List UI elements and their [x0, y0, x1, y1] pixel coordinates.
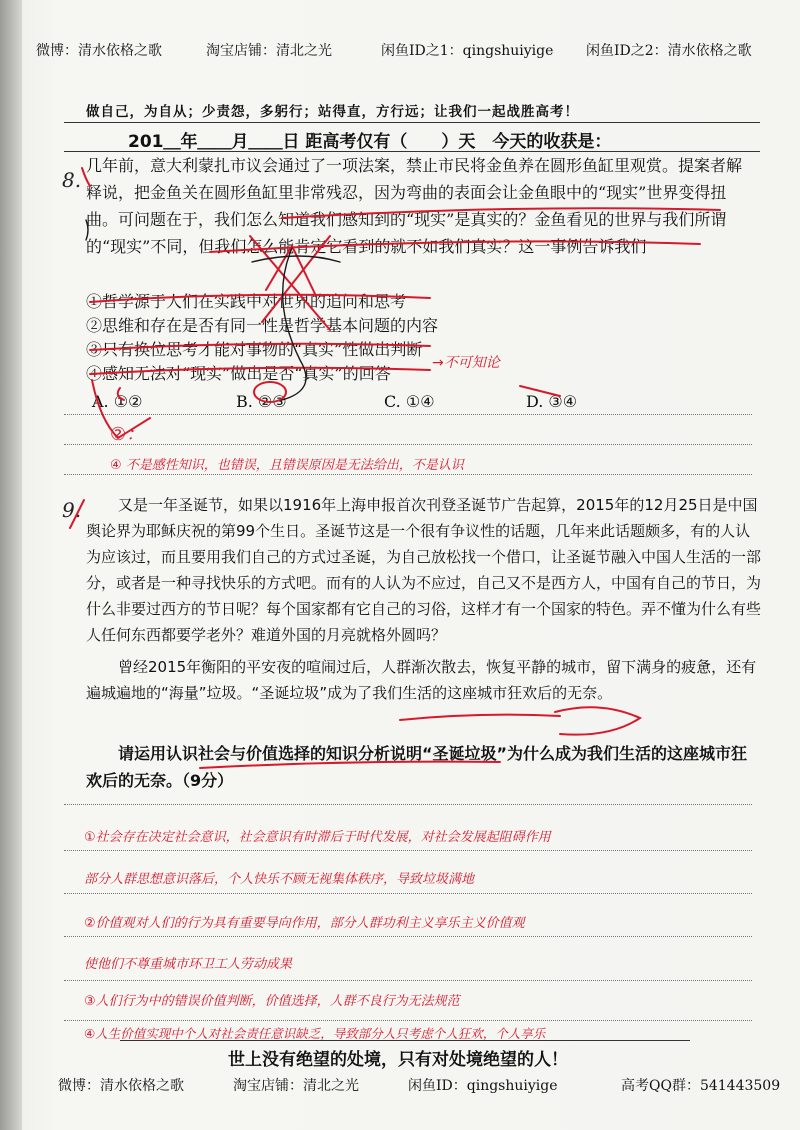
q8-number: 8. — [62, 168, 82, 192]
red-underline — [90, 295, 430, 302]
q8-option-1: ①哲学源于人们在实践中对世界的追问和思考 — [86, 292, 407, 311]
q8-choice-d: D. ③④ — [526, 392, 578, 411]
q8-choice-b: B. ②③ — [236, 392, 287, 411]
red-tick — [82, 168, 90, 186]
answer-4: ④人生价值实现中个人对社会责任意识缺乏，导致部分人只考虑个人狂欢，个人享乐 — [84, 1026, 546, 1041]
footer-motto: 世上没有绝望的处境，只有对处境绝望的人！ — [228, 1050, 568, 1070]
answer-2b: 使他们不尊重城市环卫工人劳动成果 — [84, 957, 293, 972]
red-underline — [282, 208, 720, 218]
header-taobao: 淘宝店铺：清北之光 — [206, 43, 332, 59]
q9-number: 9. — [62, 498, 82, 522]
answer-3: ③人们行为中的错误价值判断，价值选择，人群不良行为无法规范 — [84, 994, 460, 1009]
red-underline — [90, 344, 430, 350]
red-check — [92, 380, 150, 438]
q9-paragraph-2: 曾经2015年衡阳的平安夜的喧闹过后，人群渐次散去，恢复平静的城市，留下满身的疲惫，还有遍城遍地的“海量”垃圾。“圣诞垃圾”成为了我们生活的这座城市狂欢后的无奈。 — [86, 658, 757, 702]
footer-xianyu: 闲鱼ID：qingshuiyige — [408, 1078, 558, 1094]
red-circle — [118, 388, 124, 400]
q8-handwritten-note1: ②： — [110, 424, 145, 445]
q8-option-3: ③只有换位思考才能对事物的“真实”性做出判断 — [86, 340, 423, 359]
footer-qq: 高考QQ群：541443509 — [621, 1078, 781, 1094]
red-stroke — [266, 246, 316, 296]
q8-annotation: →不可知论 — [432, 355, 500, 371]
black-stroke — [252, 256, 340, 262]
q8-option-4: ④感知无法对“现实”做出是否“真实”的回答 — [86, 364, 391, 383]
red-underline — [210, 241, 700, 252]
black-stroke — [86, 220, 88, 240]
date-line: 201＿年＿＿月＿＿日 距高考仅有（ ）天 今天的收获是： — [128, 132, 612, 152]
q8-choice-a: A. ①② — [92, 392, 143, 411]
red-circle — [254, 382, 286, 402]
answer-1b: 部分人群思想意识落后，个人快乐不顾无视集体秩序，导致垃圾满地 — [84, 872, 475, 887]
q8-option-2: ②思维和存在是否有同一性是哲学基本问题的内容 — [86, 316, 439, 335]
footer-taobao: 淘宝店铺：清北之光 — [233, 1078, 359, 1094]
q9-paragraph-1: 又是一年圣诞节，如果以1916年上海申报首次刊登圣诞节广告起算，2015年的12月25日是中国舆论界为耶稣庆祝的第99个生日。圣诞节这是一个很有争议性的话题，几年来此话题颇多，有的人认为应该过，而且要用我们自己的方式过圣诞，为自己放松找一个借口，让圣诞节融入中国人生活的一部分，或者是一种寻找快乐的方式吧。而有的人认为不应过，自己又不是西方人，中国有自己的节日，为什么非要过西方的节日呢？每个国家都有它自己的习俗，这样才有一个国家的特色。弄不懂为什么有些人任何东西都要学老外？难道外国的月亮就格外圆吗？ — [86, 496, 762, 644]
answer-1a: ①社会存在决定社会意识，社会意识有时滞后于时代发展，对社会发展起阻碍作用 — [84, 830, 551, 845]
footer-weibo: 微博：清水依格之歌 — [58, 1078, 184, 1094]
red-pen-strokes — [70, 168, 720, 768]
q9-prompt: 请运用认识社会与价值选择的知识分析说明“圣诞垃圾”为什么成为我们生活的这座城市狂欢后的无奈。（9分） — [86, 744, 748, 790]
header-xianyu2: 闲鱼ID之2：清水依格之歌 — [586, 43, 752, 59]
bottom-footer — [58, 1075, 781, 1095]
divider — [120, 1040, 690, 1041]
red-underline — [400, 715, 560, 720]
motto-line: 做自己，为自从；少责怨，多躬行；站得直，方行远；让我们一起战胜高考！ — [86, 104, 579, 120]
header-weibo: 微博：清水依格之歌 — [36, 43, 162, 59]
q8-handwritten-note2: ④ 不是感性知识，也错误，且错误原因是无法给出，不是认识 — [110, 458, 464, 473]
header-xianyu1: 闲鱼ID之1：qingshuiyige — [381, 43, 554, 59]
question-8-stem: 几年前，意大利蒙扎市议会通过了一项法案，禁止市民将金鱼养在圆形鱼缸里观赏。提案者解释说，把金鱼关在圆形鱼缸里非常残忍，因为弯曲的表面会让金鱼眼中的“现实”世界变得扭曲。可问题在于，我们怎么知道我们感知到的“现实”是真实的？金鱼看见的世界与我们所谓的“现实”不同，但我们怎么能肯定它看到的就不如我们真实？这一事例告诉我们 — [86, 156, 743, 256]
red-underline — [200, 762, 500, 768]
q8-choice-c: C. ①④ — [384, 392, 435, 411]
red-mark — [70, 500, 84, 528]
answer-2a: ②价值观对人们的行为具有重要导向作用，部分人群功利主义享乐主义价值观 — [84, 916, 525, 931]
red-strike — [520, 386, 560, 396]
red-underline — [90, 368, 430, 374]
red-loop — [555, 707, 640, 734]
